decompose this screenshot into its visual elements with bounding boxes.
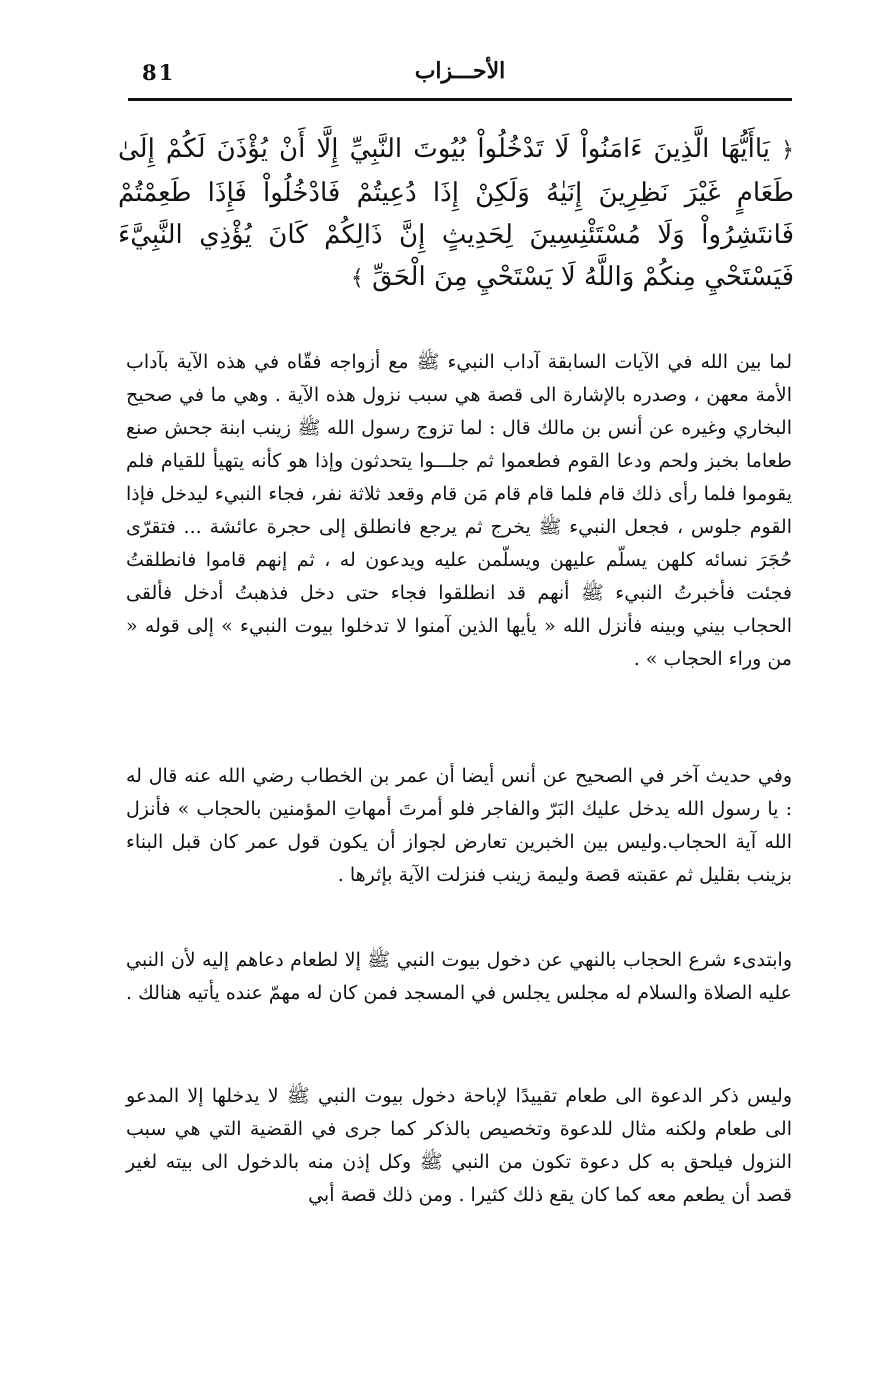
quran-verse bbox=[118, 128, 794, 300]
paragraph-2: وفي حديث آخر في الصحيح عن أنس أيضا أن عمر بن الخطاب رضي الله عنه قال له : يا رسول الله يدخل عليك البَرّ والفاجر فلو أمرتَ أمهاتِ المؤمنين بالحجاب » فأنزل الله آية الحجاب.وليس بين الخبرين تعارض لجواز أن يكون قول عمر كان قبل البناء بزينب بقليل ثم عقبته قصة وليمة زينب فنزلت الآية بإثرها . bbox=[126, 765, 792, 886]
paragraph-4: وليس ذكر الدعوة الى طعام تقييدًا لإباحة دخول بيوت النبي ﷺ لا يدخلها إلا المدعو الى طعام ولكنه مثال للدعوة وتخصيص بالذكر كما جرى في القضية التي هي سبب النزول فيلحق به كل دعوة تكون من النبي ﷺ وكل إذن منه بالدخول الى بيته لغير قصد أن يطعم معه كما كان يقع ذلك كثيرا . ومن ذلك قصة أبي bbox=[126, 1085, 792, 1206]
paragraph-1: لما بين الله في الآيات السابقة آداب النبيء ﷺ مع أزواجه فقّاه في هذه الآية بآداب الأمة معهن ، وصدره بالإشارة الى قصة هي سبب نزول هذه الآية . وهي ما في صحيح البخاري وغيره عن أنس بن مالك قال : لما تزوج رسول الله ﷺ زينب ابنة جحش صنع طعاما بخبز ولحم ودعا القوم فطعموا ثم جلـــوا يتحدثون وإذا هو كأنه يتهيأ للقيام فلم يقوموا فلما رأى ذلك قام فلما قام قام مَن قام وقعد ثلاثة نفر، فجاء النبيء ليدخل فإذا القوم جلوس ، فجعل النبيء ﷺ يخرج ثم يرجع فانطلق إلى حجرة عائشة ... فتقرّى حُجَرَ نسائه كلهن يسلّم عليهن ويسلّمن عليه ويدعون له ، ثم إنهم قاموا فانطلقتُ فجئت فأخبرتُ النبيء ﷺ أنهم قد انطلقوا فجاء حتى دخل فذهبتُ أدخل فألقى الحجاب بيني وبينه فأنزل الله « يأيها الذين آمنوا لا تدخلوا بيوت النبيء » إلى قوله « من وراء الحجاب » . bbox=[126, 351, 792, 670]
running-title: الأحـــزاب bbox=[414, 58, 506, 84]
verse-open-ornament: ﴿ bbox=[781, 138, 794, 163]
page-header bbox=[128, 56, 792, 100]
header-rule bbox=[128, 98, 792, 101]
verse-close-ornament: ﴾ bbox=[350, 266, 364, 291]
page-number: 81 bbox=[142, 60, 176, 85]
paragraph-3: وابتدىء شرع الحجاب بالنهي عن دخول بيوت النبي ﷺ إلا لطعام دعاهم إليه لأن النبي عليه الصلاة والسلام له مجلس يجلس في المسجد فمن كان له مهمّ عنده يأتيه هنالك . bbox=[126, 949, 792, 1004]
verse-text: يَاأَيُّهَا الَّذِينَ ءَامَنُواْ لَا تَدْخُلُواْ بُيُوتَ النَّبِيِّ إِلَّا أَنْ يُؤْذَنَ لَكُمْ إِلَىٰ طَعَامٍ غَيْرَ نَظِرِينَ إِنَيٰهُ وَلَكِنْ إِذَا دُعِيتُمْ فَادْخُلُواْ فَإِذَا طَعِمْتُمْ فَانتَشِرُواْ وَلَا مُسْتَئْنِسِينَ لِحَدِيثٍ إِنَّ ذَالِكُمْ كَانَ يُؤْذِي النَّبِيَّءَ فَيَسْتَحْيِ مِنكُمْ وَاللَّهُ لَا يَسْتَحْيِ مِنَ الْحَقِّ bbox=[118, 134, 794, 292]
